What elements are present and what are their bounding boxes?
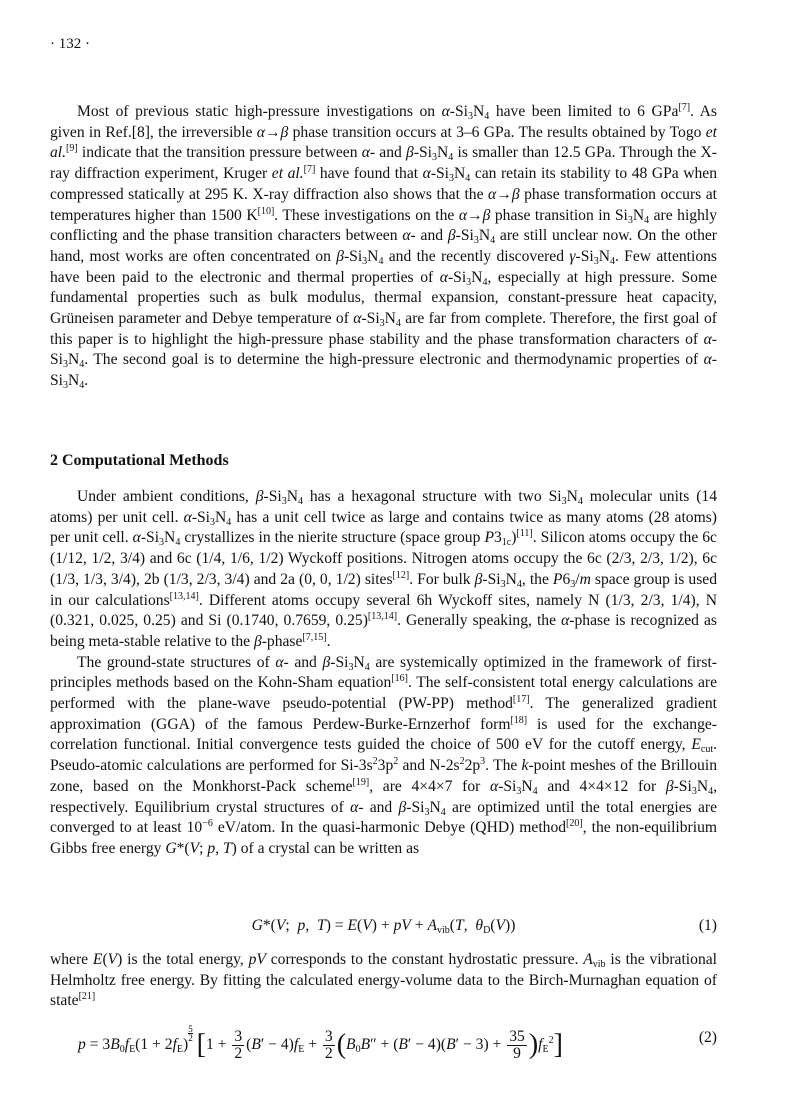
intro-paragraph: Most of previous static high-pressure investigations on $\alpha-Si_3N_4$ have been limited to 6 GPa[7]. As given in Ref.[8], the irreversible α→β phase transition occurs at 3–6 GPa. The results obtained by Togo et al.[9] indicate that the transition pressure between α- and $\beta-Si_3N_4$ is smaller than 12.5 GPa. Through the X-ray diffraction experiment, Kruger et al.[7] have found that $\alpha-Si_3N_4$ can retain its stability to 48 GPa when compressed statically at 295 K. X-ray diffraction also shows that the α→β phase transformation occurs at temperatures higher than 1500 K[10]. These investigations on the α→β phase transition in $Si_3N_4$ are highly conflicting and the phase transition characters between α- and $\beta-Si_3N_4$ are still unclear now. On the other hand, most works are often concentrated on $\beta-Si_3N_4$ and the recently discovered $\gamma-Si_3N_4$. Few attentions have been paid to the electronic and thermal properties of $\alpha-Si_3N_4$, especially at high pressure. Some fundamental properties such as bulk modulus, thermal expansion, constant-pressure heat capacity, Grüneisen parameter and Debye temperature of $\alpha-Si_3N_4$ are far from complete. Therefore, the first goal of this paper is to highlight the high-pressure phase stability and the phase transformation characters of $\alpha-Si_3N_4$. The second goal is to determine the high-pressure electronic and thermodynamic properties of $\alpha-Si_3N_4$. [50, 102, 718, 392]
intro-section [50, 102, 717, 392]
after-equation-1 [50, 950, 717, 1012]
equation-2-number: (2) [698, 1029, 717, 1046]
methods-paragraph-2: The ground-state structures of α- and $\beta-Si_3N_4$ are systemically optimized in the framework of first-principles methods based on the Kohn-Sham equation[16]. The self-consistent total energy calculations are performed with the plane-wave pseudo-potential (PW-PP) method[17]. The generalized gradient approximation (GGA) of the famous Perdew-Burke-Ernzerhof form[18] is used for the exchange-correlation functional. Initial convergence tests guided the choice of 500 eV for the cutoff energy, $E_{cut}$. Pseudo-atomic calculations are performed for $Si-3s^23p^2$ and $N-2s^22p^3$. The k-point meshes of the Brillouin zone, based on the Monkhorst-Pack scheme[19], are 4×4×7 for $\alpha-Si_3N_4$ and 4×4×12 for $\beta-Si_3N_4$, respectively. Equilibrium crystal structures of α- and $\beta-Si_3N_4$ are optimized until the total energies are converged to at least $10^{-6}$ eV/atom. In the quasi-harmonic Debye (QHD) method[20], the non-equilibrium Gibbs free energy G*(V; p, T) of a crystal can be written as [50, 653, 718, 857]
methods-section [50, 487, 717, 860]
equation-1-number: (1) [698, 917, 717, 934]
section-heading: 2 Computational Methods [50, 452, 229, 469]
equation-1 [50, 917, 717, 939]
equation-1-body: G*(V; p, T) = E(V) + pV + $A_{vib}(T$, $\theta_D(V)$) [251, 917, 516, 936]
methods-paragraph-1: Under ambient conditions, $\beta-Si_3N_4$ has a hexagonal structure with two $Si_3N_4$ molecular units (14 atoms) per unit cell. $\alpha-Si_3N_4$ has a unit cell twice as large and contains twice as many atoms (28 atoms) per unit cell. $\alpha-Si_3N_4$ crystallizes in the nierite structure (space group $P3_{1c})[11]$. Silicon atoms occupy the 6c (1/12, 1/2, 3/4) and 6c (1/4, 1/6, 1/2) Wyckoff positions. Nitrogen atoms occupy the 6c (2/3, 2/3, 1/2), 6c (1/3, 1/3, 3/4), 2b (1/3, 2/3, 3/4) and 2a (0, 0, 1/2) sites[12]. For bulk $\beta-Si_3N_4$, the $P6_3/m$ space group is used in our calculations[13,14]. Different atoms occupy several 6h Wyckoff sites, namely N (1/3, 2/3, 1/4), N (0.321, 0.025, 0.25) and Si (0.1740, 0.7659, 0.25)[13,14]. Generally speaking, the α-phase is recognized as being meta-stable relative to the β-phase[7,15]. [50, 488, 717, 650]
page-number: · 132 · [50, 36, 90, 52]
equation-2-body: $p = 3B_0f_E(1 + 2f_E)$ $\frac{5}{2}$ [1 + $\frac{3}{2}$ $(B' - 4)f_E$ + $\frac{3}{2}$ ($B_0B'' + (B' - 4)(B' - 3)$ + $\frac{35}{9}$ )$f_E^2$] [78, 1024, 563, 1062]
after-equation-1-paragraph: where E(V) is the total energy, pV corresponds to the constant hydrostatic pressure. $A_{vib}$ is the vibrational Helmholtz free energy. By fitting the calculated energy-volume data to the Birch-Murnaghan equation of state[21] [50, 951, 717, 1010]
equation-2 [50, 1015, 717, 1065]
